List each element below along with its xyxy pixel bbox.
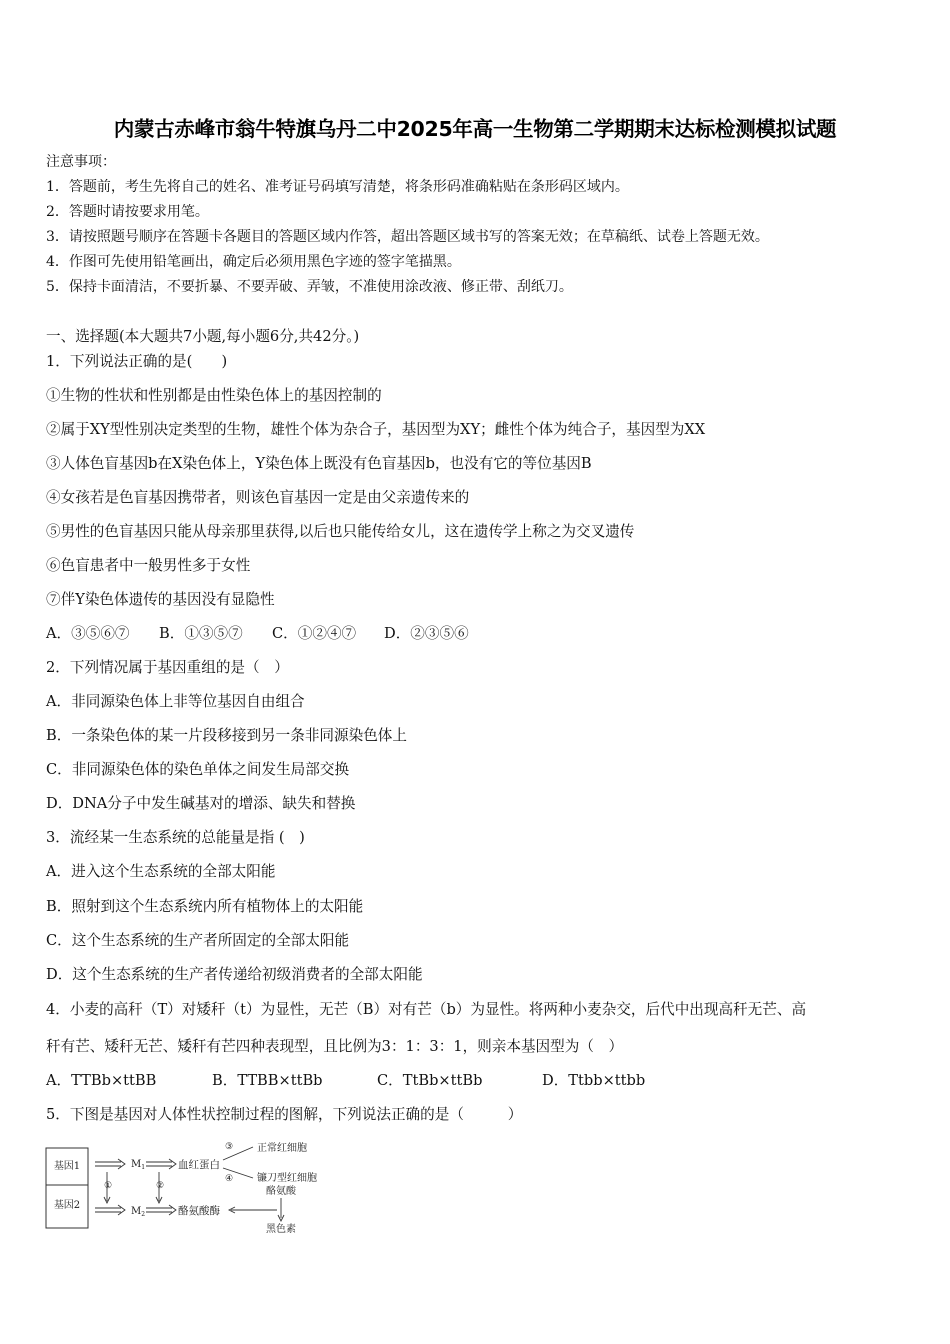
q4-option-d[interactable]: D．Ttbb×ttbb [542, 1072, 646, 1089]
normal-rbc-label: 正常红细胞 [257, 1143, 307, 1154]
q3-option-d[interactable]: D．这个生态系统的生产者传递给初级消费者的全部太阳能 [46, 966, 423, 983]
q1-option-d[interactable]: D．②③⑤⑥ [384, 625, 469, 642]
tyrosinase-label: 酪氨酸酶 [178, 1205, 220, 1217]
exam-title: 内蒙古赤峰市翁牛特旗乌丹二中2025年高一生物第二学期期末达标检测模拟试题 [113, 117, 837, 141]
arrow-head [169, 1159, 176, 1169]
question-2-stem: 2．下列情况属于基因重组的是（ ） [46, 659, 289, 676]
q2-option-d[interactable]: D．DNA分子中发生碱基对的增添、缺失和替换 [46, 795, 356, 812]
q4-option-c[interactable]: C．TtBb×ttBb [377, 1072, 483, 1089]
gene-box [46, 1148, 88, 1228]
tyrosine-label: 酪氨酸 [266, 1186, 296, 1197]
arrow-head [118, 1159, 125, 1169]
q2-option-b[interactable]: B．一条染色体的某一片段移接到另一条非同源染色体上 [46, 727, 407, 744]
gene1-label: 基因1 [53, 1161, 81, 1172]
question-3-stem: 3．流经某一生态系统的总能量是指 ( ) [46, 829, 305, 846]
q3-option-b[interactable]: B．照射到这个生态系统内所有植物体上的太阳能 [46, 898, 364, 915]
gene-control-diagram [45, 1138, 335, 1234]
q1-statement: ④女孩若是色盲基因携带者，则该色盲基因一定是由父亲遗传来的 [46, 489, 470, 506]
m1-label: $M_1$ [131, 1159, 146, 1171]
q1-statement: ⑦伴Y染色体遗传的基因没有显隐性 [46, 591, 275, 608]
q1-option-c[interactable]: C．①②④⑦ [272, 625, 357, 642]
gene2-label: 基因2 [53, 1200, 81, 1211]
notice-item: 4．作图可先使用铅笔画出，确定后必须用黑色字迹的签字笔描黑。 [46, 254, 461, 270]
arrow-head [118, 1205, 125, 1215]
q1-statement: ①生物的性状和性别都是由性染色体上的基因控制的 [46, 387, 382, 404]
question-4-stem-line1: 4．小麦的高秆（T）对矮秆（t）为显性，无芒（B）对有芒（b）为显性。将两种小麦杂交，后代中出现高秆无芒、高 [46, 1001, 807, 1018]
notice-item: 3．请按照题号顺序在答题卡各题目的答题区域内作答，超出答题区域书写的答案无效；在草稿纸、试卷上答题无效。 [46, 229, 769, 245]
q1-statement: ②属于XY型性别决定类型的生物，雄性个体为杂合子，基因型为XY；雌性个体为纯合子，基因型为XX [46, 421, 706, 438]
m2-label: $M_2$ [131, 1206, 146, 1218]
notice-heading: 注意事项： [46, 154, 116, 170]
question-1-stem: 1．下列说法正确的是( ) [46, 353, 228, 370]
q1-statement: ③人体色盲基因b在X染色体上，Y染色体上既没有色盲基因b，也没有它的等位基因B [46, 455, 592, 472]
sickle-rbc-label: 镰刀型红细胞 [257, 1173, 317, 1184]
question-4-stem-line2: 秆有芒、矮秆无芒、矮秆有芒四种表现型，且比例为3：1：3：1，则亲本基因型为（ ） [46, 1038, 624, 1055]
q2-option-a[interactable]: A．非同源染色体上非等位基因自由组合 [46, 693, 305, 710]
q2-option-c[interactable]: C．非同源染色体的染色单体之间发生局部交换 [46, 761, 350, 778]
question-5-stem: 5．下图是基因对人体性状控制过程的图解，下列说法正确的是（ ） [46, 1106, 523, 1123]
arrow-head [169, 1205, 176, 1215]
hemoglobin-label: 血红蛋白 [178, 1159, 220, 1171]
mark-3: ③ [225, 1142, 234, 1152]
q4-option-b[interactable]: B．TTBB×ttBb [212, 1072, 323, 1089]
q1-statement: ⑤男性的色盲基因只能从母亲那里获得,以后也只能传给女儿，这在遗传学上称之为交叉遗传 [46, 523, 635, 540]
q3-option-c[interactable]: C．这个生态系统的生产者所固定的全部太阳能 [46, 932, 350, 949]
notice-item: 1．答题前，考生先将自己的姓名、准考证号码填写清楚，将条形码准确粘贴在条形码区域内。 [46, 179, 629, 195]
mark-4: ④ [225, 1174, 234, 1184]
q4-option-a[interactable]: A．TTBb×ttBB [46, 1072, 157, 1089]
q1-option-b[interactable]: B．①③⑤⑦ [159, 625, 243, 642]
notice-item: 2．答题时请按要求用笔。 [46, 204, 209, 220]
q1-statement: ⑥色盲患者中一般男性多于女性 [46, 557, 251, 574]
melanin-label: 黑色素 [266, 1224, 296, 1234]
mark-1: ① [104, 1181, 113, 1191]
section-heading: 一、选择题(本大题共7小题,每小题6分,共42分。) [46, 328, 360, 345]
notice-item: 5．保持卡面清洁，不要折暴、不要弄破、弄皱，不准使用涂改液、修正带、刮纸刀。 [46, 279, 573, 295]
q3-option-a[interactable]: A．进入这个生态系统的全部太阳能 [46, 863, 276, 880]
mark-2: ② [156, 1181, 165, 1191]
q1-option-a[interactable]: A．③⑤⑥⑦ [46, 625, 130, 642]
